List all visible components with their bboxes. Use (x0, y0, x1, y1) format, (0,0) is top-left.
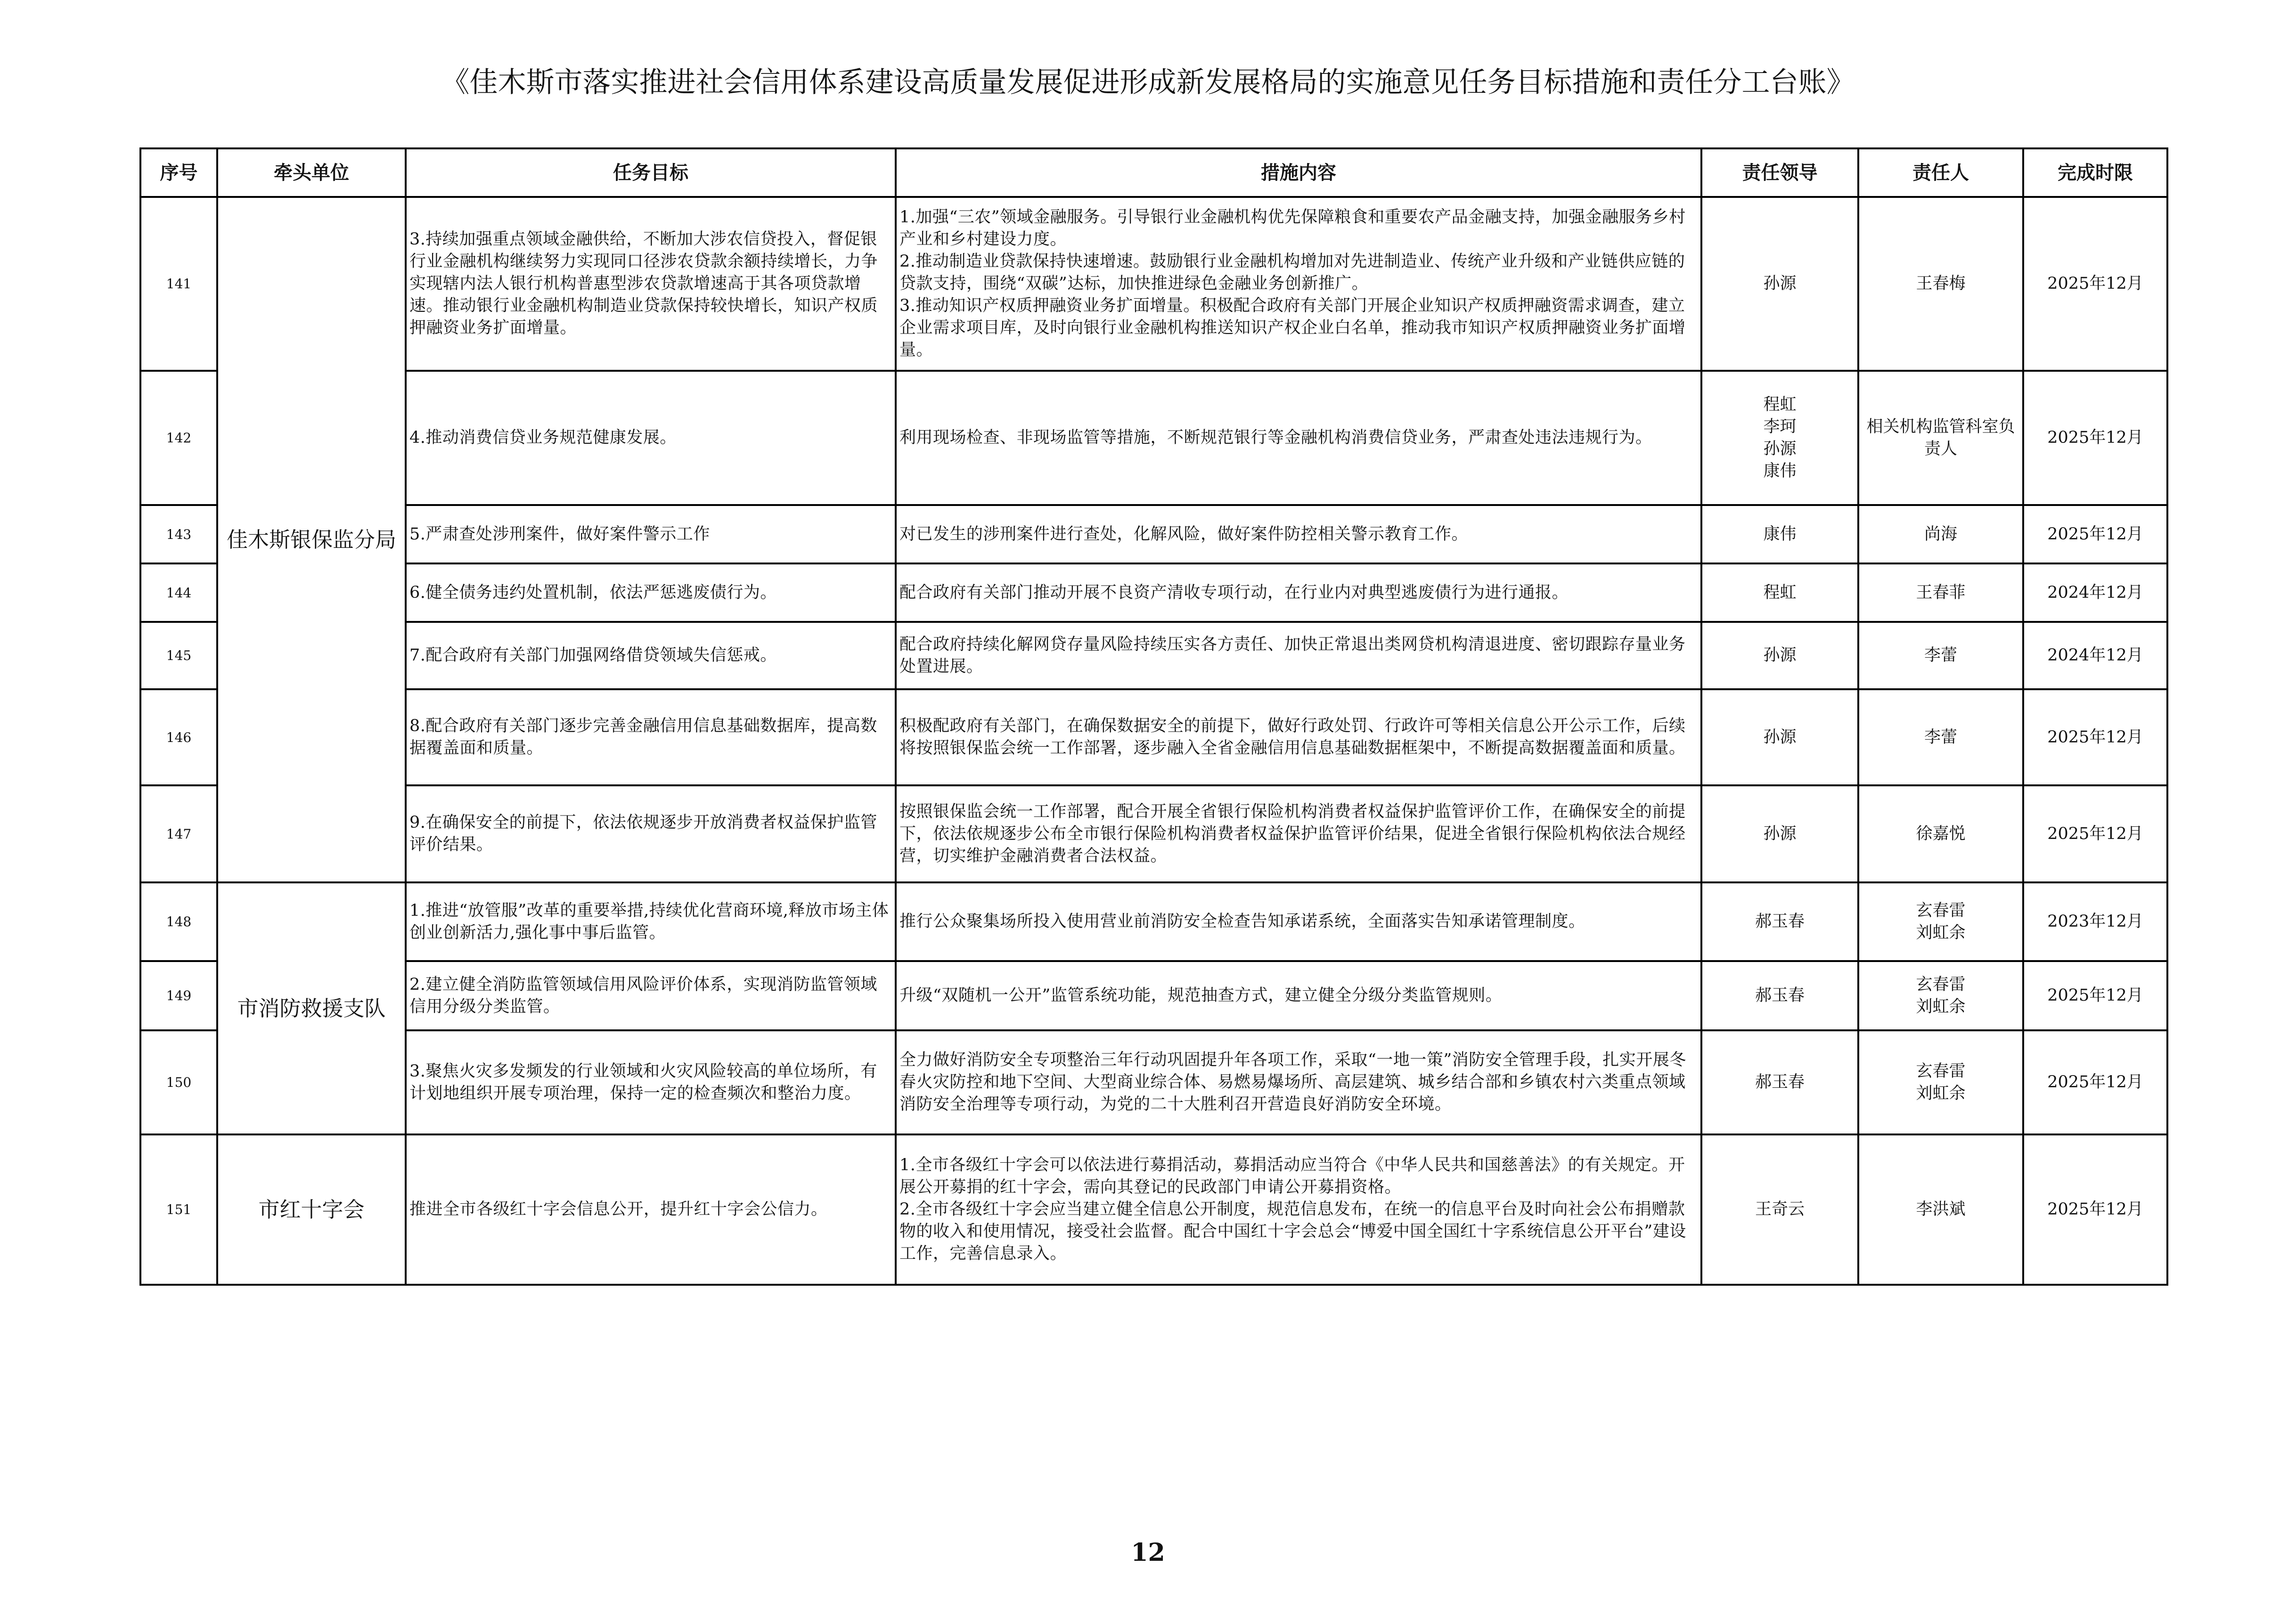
responsible-leader (1701, 505, 1858, 563)
table-row (140, 785, 2167, 882)
measure-line: 按照银保监会统一工作部署，配合开展全省银行保险机构消费者权益保护监管评价工作，在确保安全的前提下，依法依规逐步公布全市银行保险机构消费者权益保护监管评价结果，促进全省银行保险机构依法合规经营，切实维护金融消费者合法权益。 (899, 802, 1686, 865)
header-row (140, 148, 2167, 197)
responsible-person (1858, 622, 2023, 689)
person-name: 李蕾 (1924, 646, 1957, 665)
responsible-leader (1701, 563, 1858, 622)
row-seq: 142 (140, 371, 217, 505)
task-table (139, 147, 2168, 1286)
measure-content (896, 505, 1701, 563)
measure-line: 对已发生的涉刑案件进行查处，化解风险，做好案件防控相关警示教育工作。 (899, 524, 1469, 544)
responsible-person (1858, 785, 2023, 882)
person-name: 李洪斌 (1916, 1200, 1966, 1219)
table-row (140, 689, 2167, 785)
person-name: 徐嘉悦 (1916, 824, 1966, 843)
responsible-person (1858, 882, 2023, 961)
deadline: 2023年12月 (2023, 882, 2167, 961)
responsible-leader (1701, 785, 1858, 882)
deadline: 2025年12月 (2023, 785, 2167, 882)
leader-name: 郝玉春 (1755, 986, 1805, 1005)
task-target: 6.健全债务违约处置机制，依法严惩逃废债行为。 (406, 563, 896, 622)
row-seq: 141 (140, 197, 217, 371)
row-seq: 147 (140, 785, 217, 882)
responsible-leader (1701, 882, 1858, 961)
measure-content (896, 1134, 1701, 1285)
header-target: 任务目标 (406, 148, 896, 197)
leader-name: 孙源 (1763, 646, 1797, 665)
row-seq: 143 (140, 505, 217, 563)
row-seq: 151 (140, 1134, 217, 1285)
measure-content (896, 961, 1701, 1030)
task-target: 5.严肃查处涉刑案件，做好案件警示工作 (406, 505, 896, 563)
responsible-person (1858, 563, 2023, 622)
header-person: 责任人 (1858, 148, 2023, 197)
task-target: 9.在确保安全的前提下，依法依规逐步开放消费者权益保护监管评价结果。 (406, 785, 896, 882)
table-row (140, 622, 2167, 689)
table-row (140, 563, 2167, 622)
person-name: 尚海 (1924, 524, 1957, 544)
task-target: 2.建立健全消防监管领域信用风险评价体系，实现消防监管领域信用分级分类监管。 (406, 961, 896, 1030)
task-target: 推进全市各级红十字会信息公开，提升红十字会公信力。 (406, 1134, 896, 1285)
measure-content (896, 882, 1701, 961)
person-name: 玄春雷 (1916, 1061, 1966, 1081)
task-target: 8.配合政府有关部门逐步完善金融信用信息基础数据库，提高数据覆盖面和质量。 (406, 689, 896, 785)
leader-name: 孙源 (1763, 727, 1797, 747)
table-row (140, 1134, 2167, 1285)
measure-line: 配合政府持续化解网贷存量风险持续压实各方责任、加快正常退出类网贷机构清退进度、密切跟踪存量业务处置进展。 (899, 635, 1686, 676)
header-measures: 措施内容 (896, 148, 1701, 197)
measure-content (896, 563, 1701, 622)
row-seq: 148 (140, 882, 217, 961)
responsible-person (1858, 1030, 2023, 1134)
responsible-leader (1701, 1134, 1858, 1285)
responsible-person (1858, 689, 2023, 785)
page-title: 《佳木斯市落实推进社会信用体系建设高质量发展促进形成新发展格局的实施意见任务目标措施和责任分工台账》 (441, 66, 1855, 99)
row-seq: 145 (140, 622, 217, 689)
deadline: 2025年12月 (2023, 197, 2167, 371)
task-target: 4.推动消费信贷业务规范健康发展。 (406, 371, 896, 505)
measure-line: 配合政府有关部门推动开展不良资产清收专项行动，在行业内对典型逃废债行为进行通报。 (899, 583, 1569, 602)
deadline: 2025年12月 (2023, 505, 2167, 563)
leader-name: 郝玉春 (1755, 1073, 1805, 1092)
deadline: 2024年12月 (2023, 622, 2167, 689)
person-name: 玄春雷 (1916, 975, 1966, 994)
lead-unit: 市消防救援支队 (217, 882, 406, 1134)
measure-line: 2.推动制造业贷款保持快速增速。鼓励银行业金融机构增加对先进制造业、传统产业升级和产业链供应链的贷款支持，围绕“双碳”达标，加快推进绿色金融业务创新推广。 (899, 252, 1685, 293)
measure-line: 1.加强“三农”领域金融服务。引导银行业金融机构优先保障粮食和重要农产品金融支持，加强金融服务乡村产业和乡村建设力度。 (899, 208, 1686, 249)
table-row (140, 505, 2167, 563)
measure-content (896, 371, 1701, 505)
measure-line: 推行公众聚集场所投入使用营业前消防安全检查告知承诺系统，全面落实告知承诺管理制度。 (899, 912, 1585, 931)
header-seq: 序号 (140, 148, 217, 197)
task-target: 7.配合政府有关部门加强网络借贷领域失信惩戒。 (406, 622, 896, 689)
person-name: 相关机构监管科室负责人 (1866, 417, 2015, 458)
leader-name: 郝玉春 (1755, 912, 1805, 931)
person-name: 李蕾 (1924, 727, 1957, 747)
measure-content (896, 622, 1701, 689)
deadline: 2025年12月 (2023, 371, 2167, 505)
person-name: 刘虹余 (1916, 997, 1966, 1016)
deadline: 2025年12月 (2023, 961, 2167, 1030)
table-row (140, 197, 2167, 371)
measure-content (896, 197, 1701, 371)
leader-name: 程虹 (1763, 583, 1797, 602)
responsible-person (1858, 197, 2023, 371)
task-target: 1.推进“放管服”改革的重要举措,持续优化营商环境,释放市场主体创业创新活力,强化事中事后监管。 (406, 882, 896, 961)
measure-content (896, 689, 1701, 785)
measure-line: 1.全市各级红十字会可以依法进行募捐活动，募捐活动应当符合《中华人民共和国慈善法》的有关规定。开展公开募捐的红十字会，需向其登记的民政部门申请公开募捐资格。 (899, 1156, 1685, 1197)
responsible-person (1858, 371, 2023, 505)
measure-content (896, 1030, 1701, 1134)
responsible-leader (1701, 371, 1858, 505)
responsible-person (1858, 961, 2023, 1030)
responsible-leader (1701, 197, 1858, 371)
person-name: 刘虹余 (1916, 1084, 1966, 1103)
leader-name: 孙源 (1763, 274, 1797, 293)
leader-name: 程虹 (1763, 395, 1797, 414)
header-deadline: 完成时限 (2023, 148, 2167, 197)
leader-name: 李珂 (1763, 417, 1797, 436)
person-name: 王春梅 (1916, 274, 1966, 293)
table-row (140, 961, 2167, 1030)
responsible-leader (1701, 1030, 1858, 1134)
deadline: 2025年12月 (2023, 1134, 2167, 1285)
row-seq: 144 (140, 563, 217, 622)
leader-name: 孙源 (1763, 824, 1797, 843)
measure-line: 3.推动知识产权质押融资业务扩面增量。积极配合政府有关部门开展企业知识产权质押融资需求调查，建立企业需求项目库，及时向银行业金融机构推送知识产权企业白名单，推动我市知识产权质押融资业务扩面增量。 (899, 296, 1686, 359)
person-name: 王春菲 (1916, 583, 1966, 602)
person-name: 刘虹余 (1916, 923, 1966, 942)
measure-line: 全力做好消防安全专项整治三年行动巩固提升年各项工作，采取“一地一策”消防安全管理手段，扎实开展冬春火灾防控和地下空间、大型商业综合体、易燃易爆场所、高层建筑、城乡结合部和乡镇农村六类重点领域消防安全治理等专项行动，为党的二十大胜利召开营造良好消防安全环境。 (899, 1051, 1686, 1114)
measure-content (896, 785, 1701, 882)
responsible-leader (1701, 622, 1858, 689)
row-seq: 149 (140, 961, 217, 1030)
person-name: 玄春雷 (1916, 901, 1966, 920)
task-target: 3.聚焦火灾多发频发的行业领域和火灾风险较高的单位场所，有计划地组织开展专项治理，保持一定的检查频次和整治力度。 (406, 1030, 896, 1134)
deadline: 2025年12月 (2023, 689, 2167, 785)
responsible-person (1858, 1134, 2023, 1285)
responsible-leader (1701, 961, 1858, 1030)
page-number: 12 (1131, 1538, 1165, 1567)
measure-line: 升级“双随机一公开”监管系统功能，规范抽查方式，建立健全分级分类监管规则。 (899, 986, 1503, 1005)
measure-line: 2.全市各级红十字会应当建立健全信息公开制度，规范信息发布，在统一的信息平台及时向社会公布捐赠款物的收入和使用情况，接受社会监督。配合中国红十字会总会“博爱中国全国红十字系统信息公开平台”建设工作，完善信息录入。 (899, 1200, 1686, 1263)
header-leader: 责任领导 (1701, 148, 1858, 197)
row-seq: 146 (140, 689, 217, 785)
deadline: 2024年12月 (2023, 563, 2167, 622)
leader-name: 王奇云 (1755, 1200, 1805, 1219)
row-seq: 150 (140, 1030, 217, 1134)
responsible-leader (1701, 689, 1858, 785)
measure-line: 积极配政府有关部门，在确保数据安全的前提下，做好行政处罚、行政许可等相关信息公开公示工作，后续将按照银保监会统一工作部署，逐步融入全省金融信用信息基础数据框架中，不断提高数据覆盖面和质量。 (899, 717, 1686, 758)
table-row (140, 882, 2167, 961)
lead-unit: 佳木斯银保监分局 (217, 197, 406, 882)
leader-name: 康伟 (1763, 524, 1797, 544)
task-target: 3.持续加强重点领域金融供给，不断加大涉农信贷投入，督促银行业金融机构继续努力实现同口径涉农贷款余额持续增长，力争实现辖内法人银行机构普惠型涉农贷款增速高于其各项贷款增速。推动银行业金融机构制造业贷款保持较快增长，知识产权质押融资业务扩面增量。 (406, 197, 896, 371)
measure-line: 利用现场检查、非现场监管等措施，不断规范银行等金融机构消费信贷业务，严肃查处违法违规行为。 (899, 428, 1652, 447)
table-row (140, 1030, 2167, 1134)
table-row (140, 371, 2167, 505)
responsible-person (1858, 505, 2023, 563)
deadline: 2025年12月 (2023, 1030, 2167, 1134)
header-unit: 牵头单位 (217, 148, 406, 197)
leader-name: 孙源 (1763, 439, 1797, 458)
lead-unit: 市红十字会 (217, 1134, 406, 1285)
leader-name: 康伟 (1763, 461, 1797, 481)
